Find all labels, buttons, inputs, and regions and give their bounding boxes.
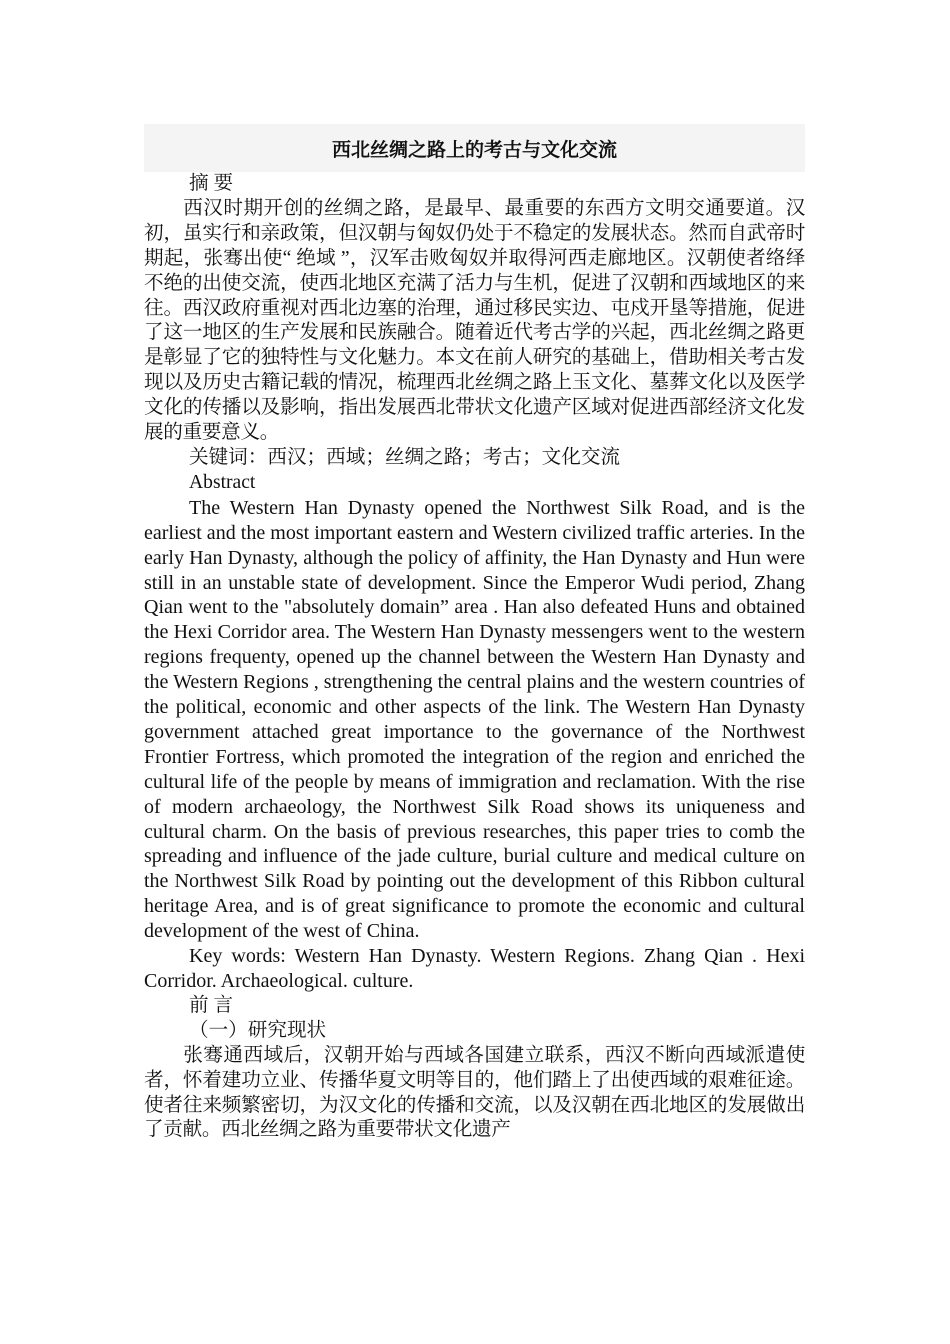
abstract-en-body: The Western Han Dynasty opened the Northwest Silk Road, and is the earliest and the most important eastern and Western civilized traffic arteries. In the early Han Dynasty, although the policy of affinity, the Han Dynasty and Hun were still in an unstable state of development. Since the Emperor Wudi period, Zhang Qian went to the "absolutely domain” area . Han also defeated Huns and obtained the Hexi Corridor area. The Western Han Dynasty messengers went to the western regions frequenty, opened up the channel between the Western Han Dynasty and the Western Regions , strengthening the central plains and the western countries of the political, economic and other aspects of the link. The Western Han Dynasty government attached great importance to the governance of the Northwest Frontier Fortress, which promoted the integration of the region and enriched the cultural life of the people by means of immigration and reclamation. With the rise of modern archaeology, the Northwest Silk Road shows its uniqueness and cultural charm. On the basis of previous researches, this paper tries to comb the spreading and influence of the jade culture, burial culture and medical culture on the Northwest Silk Road by pointing out the development of this Ribbon cultural heritage Area, and is of great significance to promote the economic and cultural development of the west of China. xyxy=(144,496,805,943)
abstract-cn-keywords: 关键词：西汉；西域；丝绸之路；考古；文化交流 xyxy=(189,446,621,468)
preface-body: 张骞通西域后，汉朝开始与西域各国建立联系，西汉不断向西域派遣使者，怀着建功立业、传播华夏文明等目的，他们踏上了出使西域的艰难征途。使者往来频繁密切，为汉文化的传播和交流，以及汉朝在西北地区的发展做出了贡献。西北丝绸之路为重要带状文化遗产 xyxy=(144,1044,805,1141)
preface-heading: 前 言 xyxy=(189,994,234,1016)
abstract-en-keywords: Key words: Western Han Dynasty. Western Regions. Zhang Qian . Hexi Corridor. Archaeological. culture. xyxy=(144,945,805,992)
document-title: 西北丝绸之路上的考古与文化交流 xyxy=(144,124,805,172)
abstract-cn-body: 西汉时期开创的丝绸之路，是最早、最重要的东西方文明交通要道。汉初，虽实行和亲政策，但汉朝与匈奴仍处于不稳定的发展状态。然而自武帝时期起，张骞出使“ 绝域 ”，汉军击败匈奴并取得河西走廊地区。汉朝使者络绎不绝的出使交流，使西北地区充满了活力与生机，促进了汉朝和西域地区的来往。西汉政府重视对西北边塞的治理，通过移民实边、屯戍开垦等措施，促进了这一地区的生产发展和民族融合。随着近代考古学的兴起，西北丝绸之路更是彰显了它的独特性与文化魅力。本文在前人研究的基础上，借助相关考古发现以及历史古籍记载的情况，梳理西北丝绸之路上玉文化、墓葬文化以及医学文化的传播以及影响，指出发展西北带状文化遗产区域对促进西部经济文化发展的重要意义。 xyxy=(144,197,805,444)
abstract-en-heading: Abstract xyxy=(189,471,256,493)
preface-subheading: （一）研究现状 xyxy=(189,1019,327,1041)
abstract-cn-heading: 摘 要 xyxy=(189,173,234,194)
document-body xyxy=(144,124,805,1143)
